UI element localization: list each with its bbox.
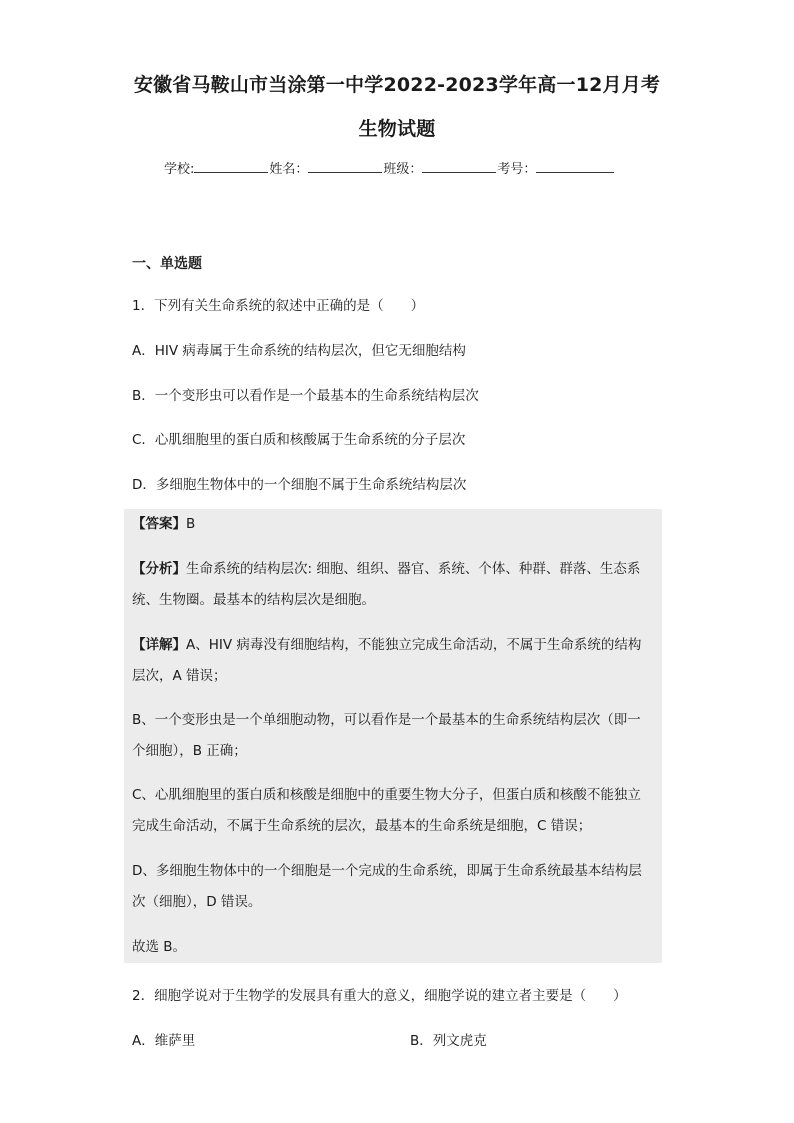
detail-tag: 【详解】 <box>132 637 186 653</box>
student-info-row <box>164 158 644 177</box>
detail-paragraph-d <box>132 856 662 918</box>
question-1-option-b: B．一个变形虫可以看作是一个最基本的生命系统结构层次 <box>132 388 479 404</box>
answer-value: B <box>186 516 196 532</box>
detail-a-line2: 层次，A 错误； <box>132 668 227 684</box>
question-1-option-a: A．HIV 病毒属于生命系统的结构层次，但它无细胞结构 <box>132 343 466 359</box>
analysis-line1: 生命系统的结构层次: 细胞、组织、器官、系统、个体、种群、群落、生态系 <box>186 561 641 577</box>
exam-title-line1: 安徽省马鞍山市当涂第一中学2022-2023学年高一12月月考 <box>133 74 661 96</box>
school-label: 学校: <box>164 162 195 177</box>
detail-a-line1: A、HIV 病毒没有细胞结构，不能独立完成生命活动，不属于生命系统的结构 <box>186 637 642 653</box>
detail-b-line1: B、一个变形虫是一个单细胞动物，可以看作是一个最基本的生命系统结构层次（即一 <box>132 712 641 728</box>
answer-tag: 【答案】 <box>132 516 186 532</box>
name-label: 姓名： <box>269 162 309 177</box>
school-blank <box>194 160 268 173</box>
detail-b-line2: 个细胞），B 正确； <box>132 743 247 759</box>
exam-title-line2: 生物试题 <box>358 118 436 140</box>
question-1-option-c: C．心肌细胞里的蛋白质和核酸属于生命系统的分子层次 <box>132 432 466 448</box>
class-label: 班级： <box>383 162 423 177</box>
class-blank <box>422 160 496 173</box>
exam-no-blank <box>536 160 614 173</box>
detail-d-line2: 次（细胞），D 错误。 <box>132 894 262 910</box>
question-2-stem: 2．细胞学说对于生物学的发展具有重大的意义，细胞学说的建立者主要是（ ） <box>132 988 627 1004</box>
detail-d-line1: D、多细胞生物体中的一个细胞是一个完成的生命系统，即属于生命系统最基本结构层 <box>132 863 642 879</box>
question-2-option-b: B．列文虎克 <box>410 1033 487 1049</box>
detail-paragraph-b <box>132 705 662 767</box>
detail-c-line2: 完成生命活动，不属于生命系统的层次，最基本的生命系统是细胞，C 错误； <box>132 818 592 834</box>
detail-paragraph-c <box>132 780 662 842</box>
name-blank <box>308 160 382 173</box>
detail-paragraph-a <box>132 630 662 692</box>
question-2-option-a: A．维萨里 <box>132 1033 196 1049</box>
answer-line <box>132 509 662 540</box>
exam-no-label: 考号： <box>497 162 537 177</box>
question-1-stem: 1．下列有关生命系统的叙述中正确的是（ ） <box>132 298 425 314</box>
analysis-paragraph <box>132 554 662 616</box>
analysis-tag: 【分析】 <box>132 561 186 577</box>
section-heading: 一、单选题 <box>132 256 202 272</box>
question-1-option-d: D．多细胞生物体中的一个细胞不属于生命系统结构层次 <box>132 477 467 493</box>
detail-c-line1: C、心肌细胞里的蛋白质和核酸是细胞中的重要生物大分子，但蛋白质和核酸不能独立 <box>132 787 641 803</box>
conclusion-line: 故选 B。 <box>132 939 187 955</box>
analysis-line2: 统、生物圈。最基本的结构层次是细胞。 <box>132 592 375 608</box>
